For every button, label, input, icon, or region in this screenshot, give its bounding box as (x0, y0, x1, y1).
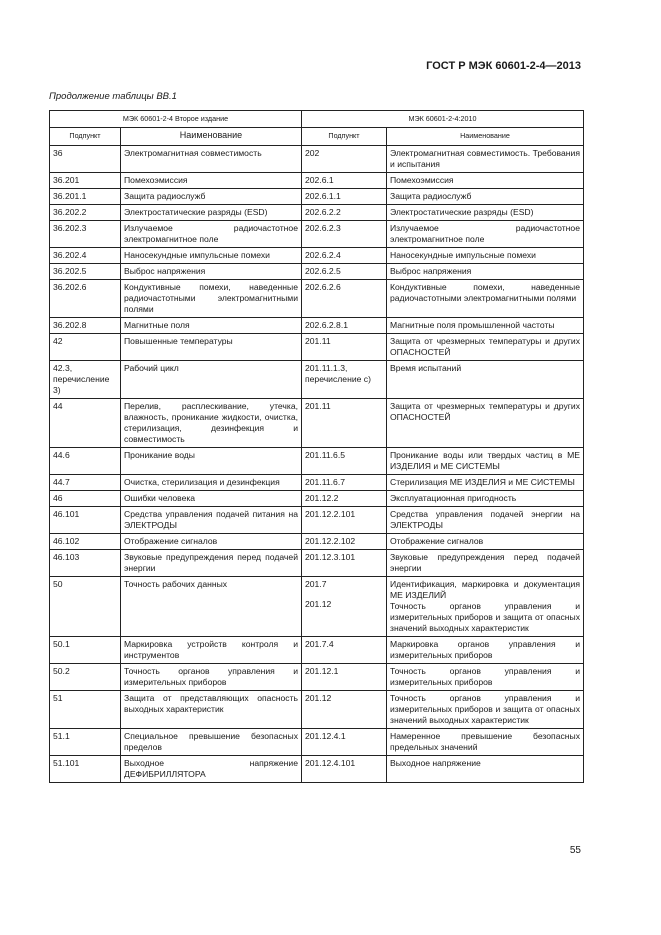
right-number: 202.6.2.2 (302, 205, 387, 221)
table-column-header (50, 128, 584, 146)
left-number: 46.101 (50, 507, 121, 534)
right-number: 201.12.2.102 (302, 534, 387, 550)
right-name: Магнитные поля промышленной частоты (387, 318, 584, 334)
left-number: 51.101 (50, 756, 121, 783)
right-number: 201.11.6.5 (302, 448, 387, 475)
table-row (50, 577, 584, 637)
left-name: Помехоэмиссия (121, 173, 302, 189)
left-number: 50.2 (50, 664, 121, 691)
table-row (50, 361, 584, 399)
right-number: 201.11 (302, 399, 387, 448)
right-name: Эксплуатационная пригодность (387, 491, 584, 507)
table-row (50, 205, 584, 221)
table-row (50, 280, 584, 318)
right-number: 201.12.4.1 (302, 729, 387, 756)
table-row (50, 189, 584, 205)
left-number: 44.7 (50, 475, 121, 491)
table-row (50, 475, 584, 491)
left-name: Ошибки человека (121, 491, 302, 507)
left-number: 36.201.1 (50, 189, 121, 205)
right-number: 201.11.6.7 (302, 475, 387, 491)
right-name: Время испытаний (387, 361, 584, 399)
right-name: Кондуктивные помехи, наведенные радиочастотными электромагнитными полями (387, 280, 584, 318)
left-number: 42 (50, 334, 121, 361)
page-number: 55 (569, 845, 581, 856)
left-name: Выброс напряжения (121, 264, 302, 280)
left-name: Электростатические разряды (ESD) (121, 205, 302, 221)
left-number: 51 (50, 691, 121, 729)
left-number: 36.202.4 (50, 248, 121, 264)
left-name: Наносекундные импульсные помехи (121, 248, 302, 264)
table-row (50, 264, 584, 280)
right-name: Стерилизация МЕ ИЗДЕЛИЯ и МЕ СИСТЕМЫ (387, 475, 584, 491)
right-number: 201.12.2.101 (302, 507, 387, 534)
left-number: 44.6 (50, 448, 121, 475)
left-name: Повышенные температуры (121, 334, 302, 361)
left-number: 50 (50, 577, 121, 637)
right-name: Звуковые предупреждения перед подачей энергии (387, 550, 584, 577)
left-name: Отображение сигналов (121, 534, 302, 550)
left-name: Защита от представляющих опасность выходных характеристик (121, 691, 302, 729)
left-name: Точность рабочих данных (121, 577, 302, 637)
left-name: Электромагнитная совместимость (121, 146, 302, 173)
left-number: 36.201 (50, 173, 121, 189)
left-name: Кондуктивные помехи, наведенные радиочастотными электромагнитными полями (121, 280, 302, 318)
left-name: Защита радиослужб (121, 189, 302, 205)
left-name: Перелив, расплескивание, утечка, влажность, проникание жидкости, очистка, стерилизация, дезинфекция и совместимость (121, 399, 302, 448)
left-number: 36.202.2 (50, 205, 121, 221)
right-name: Намеренное превышение безопасных предельных значений (387, 729, 584, 756)
col-header-left-name: Наименование (121, 128, 302, 146)
left-number: 51.1 (50, 729, 121, 756)
table-row (50, 637, 584, 664)
right-number: 202.6.2.6 (302, 280, 387, 318)
right-name-line: Идентификация, маркировка и документация МЕ ИЗДЕЛИЙ (390, 579, 580, 600)
table-row (50, 664, 584, 691)
left-number: 46.103 (50, 550, 121, 577)
table-row (50, 399, 584, 448)
right-number (302, 577, 387, 637)
right-number: 201.12 (302, 691, 387, 729)
right-name: Выходное напряжение (387, 756, 584, 783)
right-number: 202 (302, 146, 387, 173)
right-number: 202.6.2.8.1 (302, 318, 387, 334)
left-name: Рабочий цикл (121, 361, 302, 399)
right-number: 202.6.2.3 (302, 221, 387, 248)
right-number: 201.12.4.101 (302, 756, 387, 783)
left-name: Выходное напряжение ДЕФИБРИЛЛЯТОРА (121, 756, 302, 783)
col-header-left-number: Подпункт (50, 128, 121, 146)
table-row (50, 248, 584, 264)
table-row (50, 173, 584, 189)
left-number: 36.202.8 (50, 318, 121, 334)
left-number: 36.202.6 (50, 280, 121, 318)
left-number: 44 (50, 399, 121, 448)
right-name: Электромагнитная совместимость. Требования и испытания (387, 146, 584, 173)
left-number: 36.202.3 (50, 221, 121, 248)
right-name (387, 577, 584, 637)
right-number: 201.12.1 (302, 664, 387, 691)
right-name: Средства управления подачей энергии на ЭЛЕКТРОДЫ (387, 507, 584, 534)
right-number: 201.7.4 (302, 637, 387, 664)
left-number: 36.202.5 (50, 264, 121, 280)
left-name: Магнитные поля (121, 318, 302, 334)
table-row (50, 534, 584, 550)
left-name: Маркировка устройств контроля и инструментов (121, 637, 302, 664)
table-row (50, 756, 584, 783)
right-name: Наносекундные импульсные помехи (387, 248, 584, 264)
left-name: Средства управления подачей питания на ЭЛЕКТРОДЫ (121, 507, 302, 534)
right-number: 202.6.2.5 (302, 264, 387, 280)
right-name: Электростатические разряды (ESD) (387, 205, 584, 221)
right-name: Проникание воды или твердых частиц в МЕ ИЗДЕЛИЯ и МЕ СИСТЕМЫ (387, 448, 584, 475)
col-header-right-name: Наименование (387, 128, 584, 146)
left-name: Излучаемое радиочастотное электромагнитное поле (121, 221, 302, 248)
right-name-line: Точность органов управления и измерительных приборов и защита от опасных значений выходных характеристик (390, 601, 580, 633)
right-number-line: 201.7 (305, 579, 327, 589)
table-caption: Продолжение таблицы ВВ.1 (49, 91, 177, 102)
table-row (50, 691, 584, 729)
table-row (50, 491, 584, 507)
left-name: Очистка, стерилизация и дезинфекция (121, 475, 302, 491)
left-number: 36 (50, 146, 121, 173)
table-row (50, 550, 584, 577)
right-name: Точность органов управления и измерительных приборов и защита от опасных значений выходных характеристик (387, 691, 584, 729)
right-name: Защита от чрезмерных температуры и других ОПАСНОСТЕЙ (387, 399, 584, 448)
group-header-left: МЭК 60601-2-4 Второе издание (50, 111, 302, 128)
left-name: Звуковые предупреждения перед подачей энергии (121, 550, 302, 577)
right-name: Защита от чрезмерных температуры и других ОПАСНОСТЕЙ (387, 334, 584, 361)
table-row (50, 729, 584, 756)
left-name: Специальное превышение безопасных пределов (121, 729, 302, 756)
table-group-header (50, 111, 584, 128)
left-name: Проникание воды (121, 448, 302, 475)
right-number-line: 201.12 (305, 599, 332, 609)
left-number: 42.3, перечисление 3) (50, 361, 121, 399)
table-row (50, 318, 584, 334)
right-name: Маркировка органов управления и измерительных приборов (387, 637, 584, 664)
table-row (50, 221, 584, 248)
table-row (50, 448, 584, 475)
left-name: Точность органов управления и измерительных приборов (121, 664, 302, 691)
right-number: 202.6.1.1 (302, 189, 387, 205)
right-name: Излучаемое радиочастотное электромагнитное поле (387, 221, 584, 248)
left-number: 50.1 (50, 637, 121, 664)
table-row (50, 146, 584, 173)
right-name: Защита радиослужб (387, 189, 584, 205)
table-row (50, 507, 584, 534)
right-number: 201.12.3.101 (302, 550, 387, 577)
comparison-table (49, 110, 584, 783)
right-name: Точность органов управления и измерительных приборов (387, 664, 584, 691)
table-row (50, 334, 584, 361)
left-number: 46.102 (50, 534, 121, 550)
document-code: ГОСТ Р МЭК 60601-2-4—2013 (426, 60, 581, 72)
right-number: 202.6.1 (302, 173, 387, 189)
right-number: 201.11 (302, 334, 387, 361)
right-number: 202.6.2.4 (302, 248, 387, 264)
right-name: Помехоэмиссия (387, 173, 584, 189)
left-number: 46 (50, 491, 121, 507)
right-number: 201.12.2 (302, 491, 387, 507)
right-name: Выброс напряжения (387, 264, 584, 280)
col-header-right-number: Подпункт (302, 128, 387, 146)
right-name: Отображение сигналов (387, 534, 584, 550)
right-number: 201.11.1.3, перечисление c) (302, 361, 387, 399)
group-header-right: МЭК 60601-2-4:2010 (302, 111, 584, 128)
